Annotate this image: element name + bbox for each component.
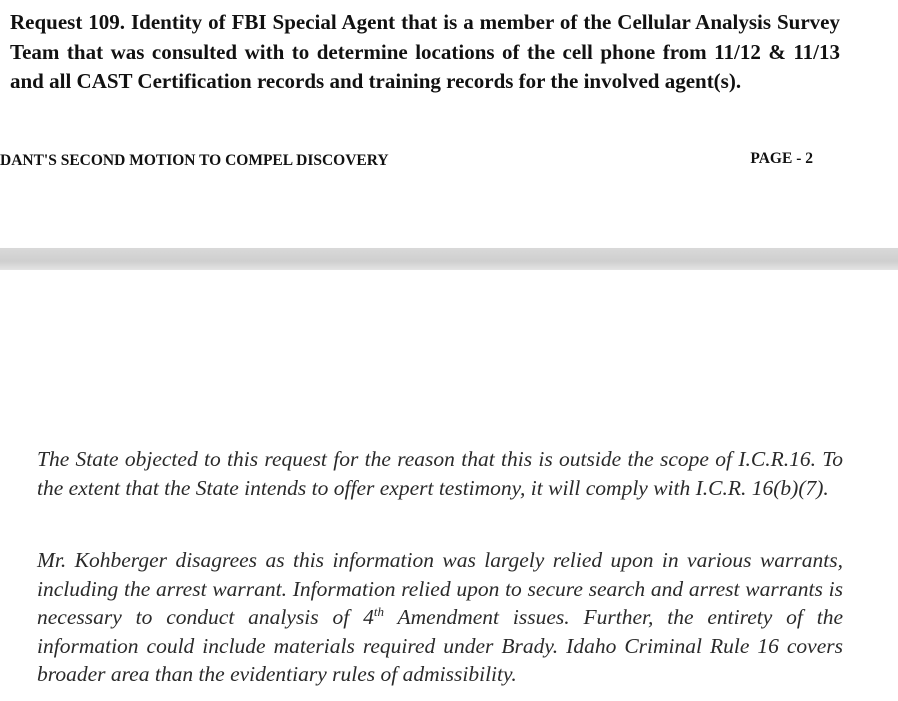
- lower-page: [0, 270, 898, 701]
- page-footer-title: DANT'S SECOND MOTION TO COMPEL DISCOVERY: [0, 152, 389, 169]
- response-text-after: Amendment issues. Further, the entirety of the information could include materials required under Brady. Idaho Criminal Rule 16 covers broader area than the evidentiary rules of admissibility.: [37, 605, 843, 687]
- defense-response-paragraph: [37, 546, 843, 689]
- ordinal-suffix: th: [373, 604, 385, 620]
- page-number: PAGE - 2: [750, 150, 813, 167]
- page-separator: [0, 248, 898, 270]
- state-objection-paragraph: The State objected to this request for the reason that this is outside the scope of I.C.R.16. To the extent that the State intends to offer expert testimony, it will comply with I.C.R. 16(b)(7).: [37, 447, 843, 500]
- request-109-text: Request 109. Identity of FBI Special Agent that is a member of the Cellular Analysis Survey Team that was consulted with to determine locations of the cell phone from 11/12 & 11/13 and all CAST Certification records and training records for the involved agent(s).: [10, 10, 840, 93]
- response-text-before: Mr. Kohberger disagrees as this information was largely relied upon in various warrants, including the arrest warrant. Information relied upon to secure search and arrest warrants is necessary to conduct analysis of 4: [37, 548, 843, 630]
- upper-page: [0, 0, 898, 248]
